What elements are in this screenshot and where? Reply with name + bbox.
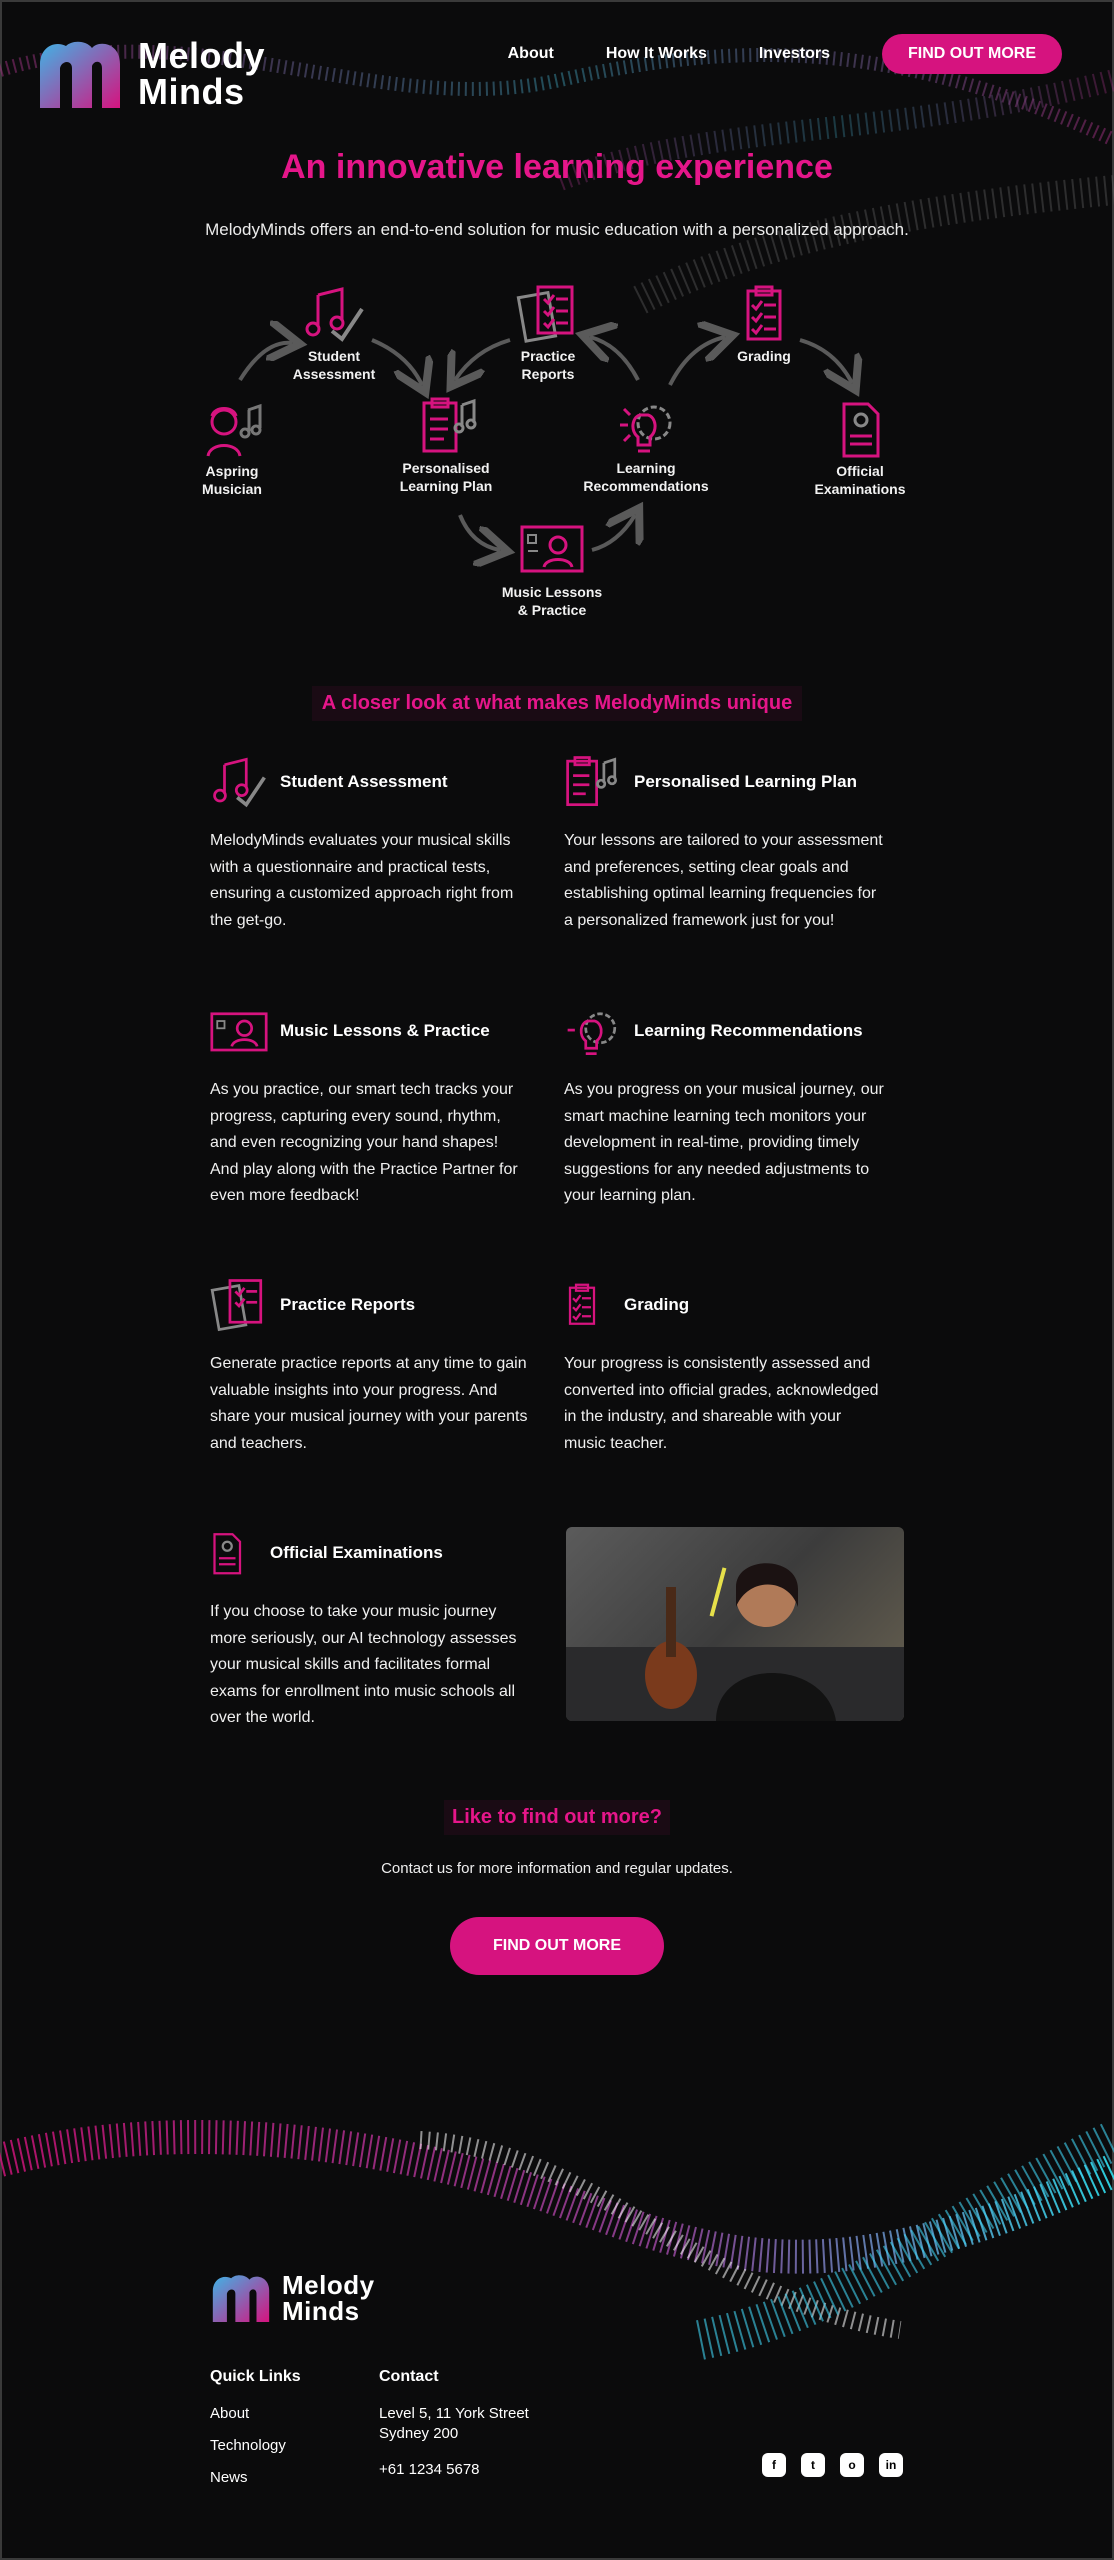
music-note-check-icon [210,754,268,810]
header-find-out-more-button[interactable]: FIND OUT MORE [882,34,1062,74]
flow-node-music-lessons: Music Lessons & Practice [472,521,632,619]
flow-node-learning-recommendations: Learning Recommendations [566,397,726,495]
flow-node-personalised-plan: Personalised Learning Plan [366,397,526,495]
facebook-icon[interactable]: f [762,2453,786,2477]
feature-student-assessment: Student Assessment MelodyMinds evaluates your musical skills with a questionnaire and practical tests, ensuring a customized approach right from the get-go. [210,754,530,934]
music-note-check-icon [302,285,366,343]
lightbulb-gear-icon [564,1003,622,1059]
melody-minds-logo-icon [210,2272,272,2324]
twitter-icon[interactable]: t [801,2453,825,2477]
unique-section-heading: A closer look at what makes MelodyMinds unique [0,686,1114,721]
feature-personalised-plan: Personalised Learning Plan Your lessons are tailored to your assessment and preferences, setting clear goals and establishing optimal learning frequencies for a personalized framework just for you! [564,754,884,934]
footer-quick-links [210,2368,301,2500]
hero-title: An innovative learning experience [281,148,833,186]
footer-logo[interactable] [210,2272,375,2324]
contact-phone: +61 1234 5678 [379,2461,480,2478]
social-links [762,2453,903,2477]
footer-contact [379,2368,529,2492]
footer-link-technology[interactable]: Technology [210,2437,286,2454]
flow-node-aspiring-musician: Aspring Musician [152,400,312,498]
footer-link-about[interactable]: About [210,2405,250,2422]
linkedin-icon[interactable]: in [879,2453,903,2477]
feature-music-lessons: Music Lessons & Practice As you practice, our smart tech tracks your progress, capturing every sound, rhythm, and even recognizing your hand shapes! And play along with the Practice Partner for even more feedback! [210,1003,530,1210]
grading-checklist-icon [564,1277,612,1333]
report-checklist-icon [516,285,580,343]
hero-subtitle: MelodyMinds offers an end-to-end solution for music education with a personalized approach. [205,220,909,239]
instagram-icon[interactable]: o [840,2453,864,2477]
lesson-screen-icon [520,521,584,579]
flow-node-grading: Grading [684,285,844,365]
flow-node-practice-reports: Practice Reports [468,285,628,383]
decorative-wave-bottom [0,2080,1114,2380]
nav-about[interactable]: About [507,45,554,62]
feature-grading: Grading Your progress is consistently assessed and converted into official grades, acknowledged in the industry, and shareable with your music teacher. [564,1277,884,1457]
header-logo[interactable] [36,35,266,112]
clipboard-note-icon [414,397,478,455]
musician-icon [200,400,264,458]
flow-node-student-assessment: Student Assessment [254,285,414,383]
footer-link-news[interactable]: News [210,2469,248,2486]
certificate-icon [210,1525,258,1581]
lightbulb-gear-icon [614,397,678,455]
cta-heading: Like to find out more? [0,1800,1114,1835]
clipboard-note-icon [564,754,622,810]
nav-how-it-works[interactable]: How It Works [605,45,707,62]
flow-node-official-examinations: Official Examinations [780,400,940,498]
brand-name: Melody Minds [138,35,266,112]
feature-practice-reports: Practice Reports Generate practice reports at any time to gain valuable insights into your progress. And share your musical journey with your parents and teachers. [210,1277,530,1457]
cta-subtext: Contact us for more information and regular updates. [381,1860,733,1877]
melody-minds-logo-icon [36,38,124,110]
feature-official-examinations: Official Examinations If you choose to take your music journey more seriously, our AI technology assesses your musical skills and facilitates formal exams for enrollment into music schools all over the world. [210,1525,530,1732]
photo-illustration [566,1527,904,1721]
contact-title: Contact [379,2368,439,2385]
feature-learning-recommendations: Learning Recommendations As you progress on your musical journey, our smart machine learning tech monitors your development in real-time, providing timely suggestions for any needed adjustments to your learning plan. [564,1003,884,1210]
certificate-icon [828,400,892,458]
contact-address: Level 5, 11 York Street Sydney 200 [379,2405,529,2442]
student-violin-photo [566,1527,904,1721]
nav-investors[interactable]: Investors [758,45,830,62]
learning-flow-diagram [0,285,1114,645]
quick-links-title: Quick Links [210,2368,301,2385]
footer-brand-name: Melody Minds [282,2270,375,2326]
cta-find-out-more-button[interactable]: FIND OUT MORE [450,1917,664,1975]
lesson-screen-icon [210,1003,268,1059]
top-nav [508,34,1062,74]
report-checklist-icon [210,1277,268,1333]
grading-checklist-icon [732,285,796,343]
